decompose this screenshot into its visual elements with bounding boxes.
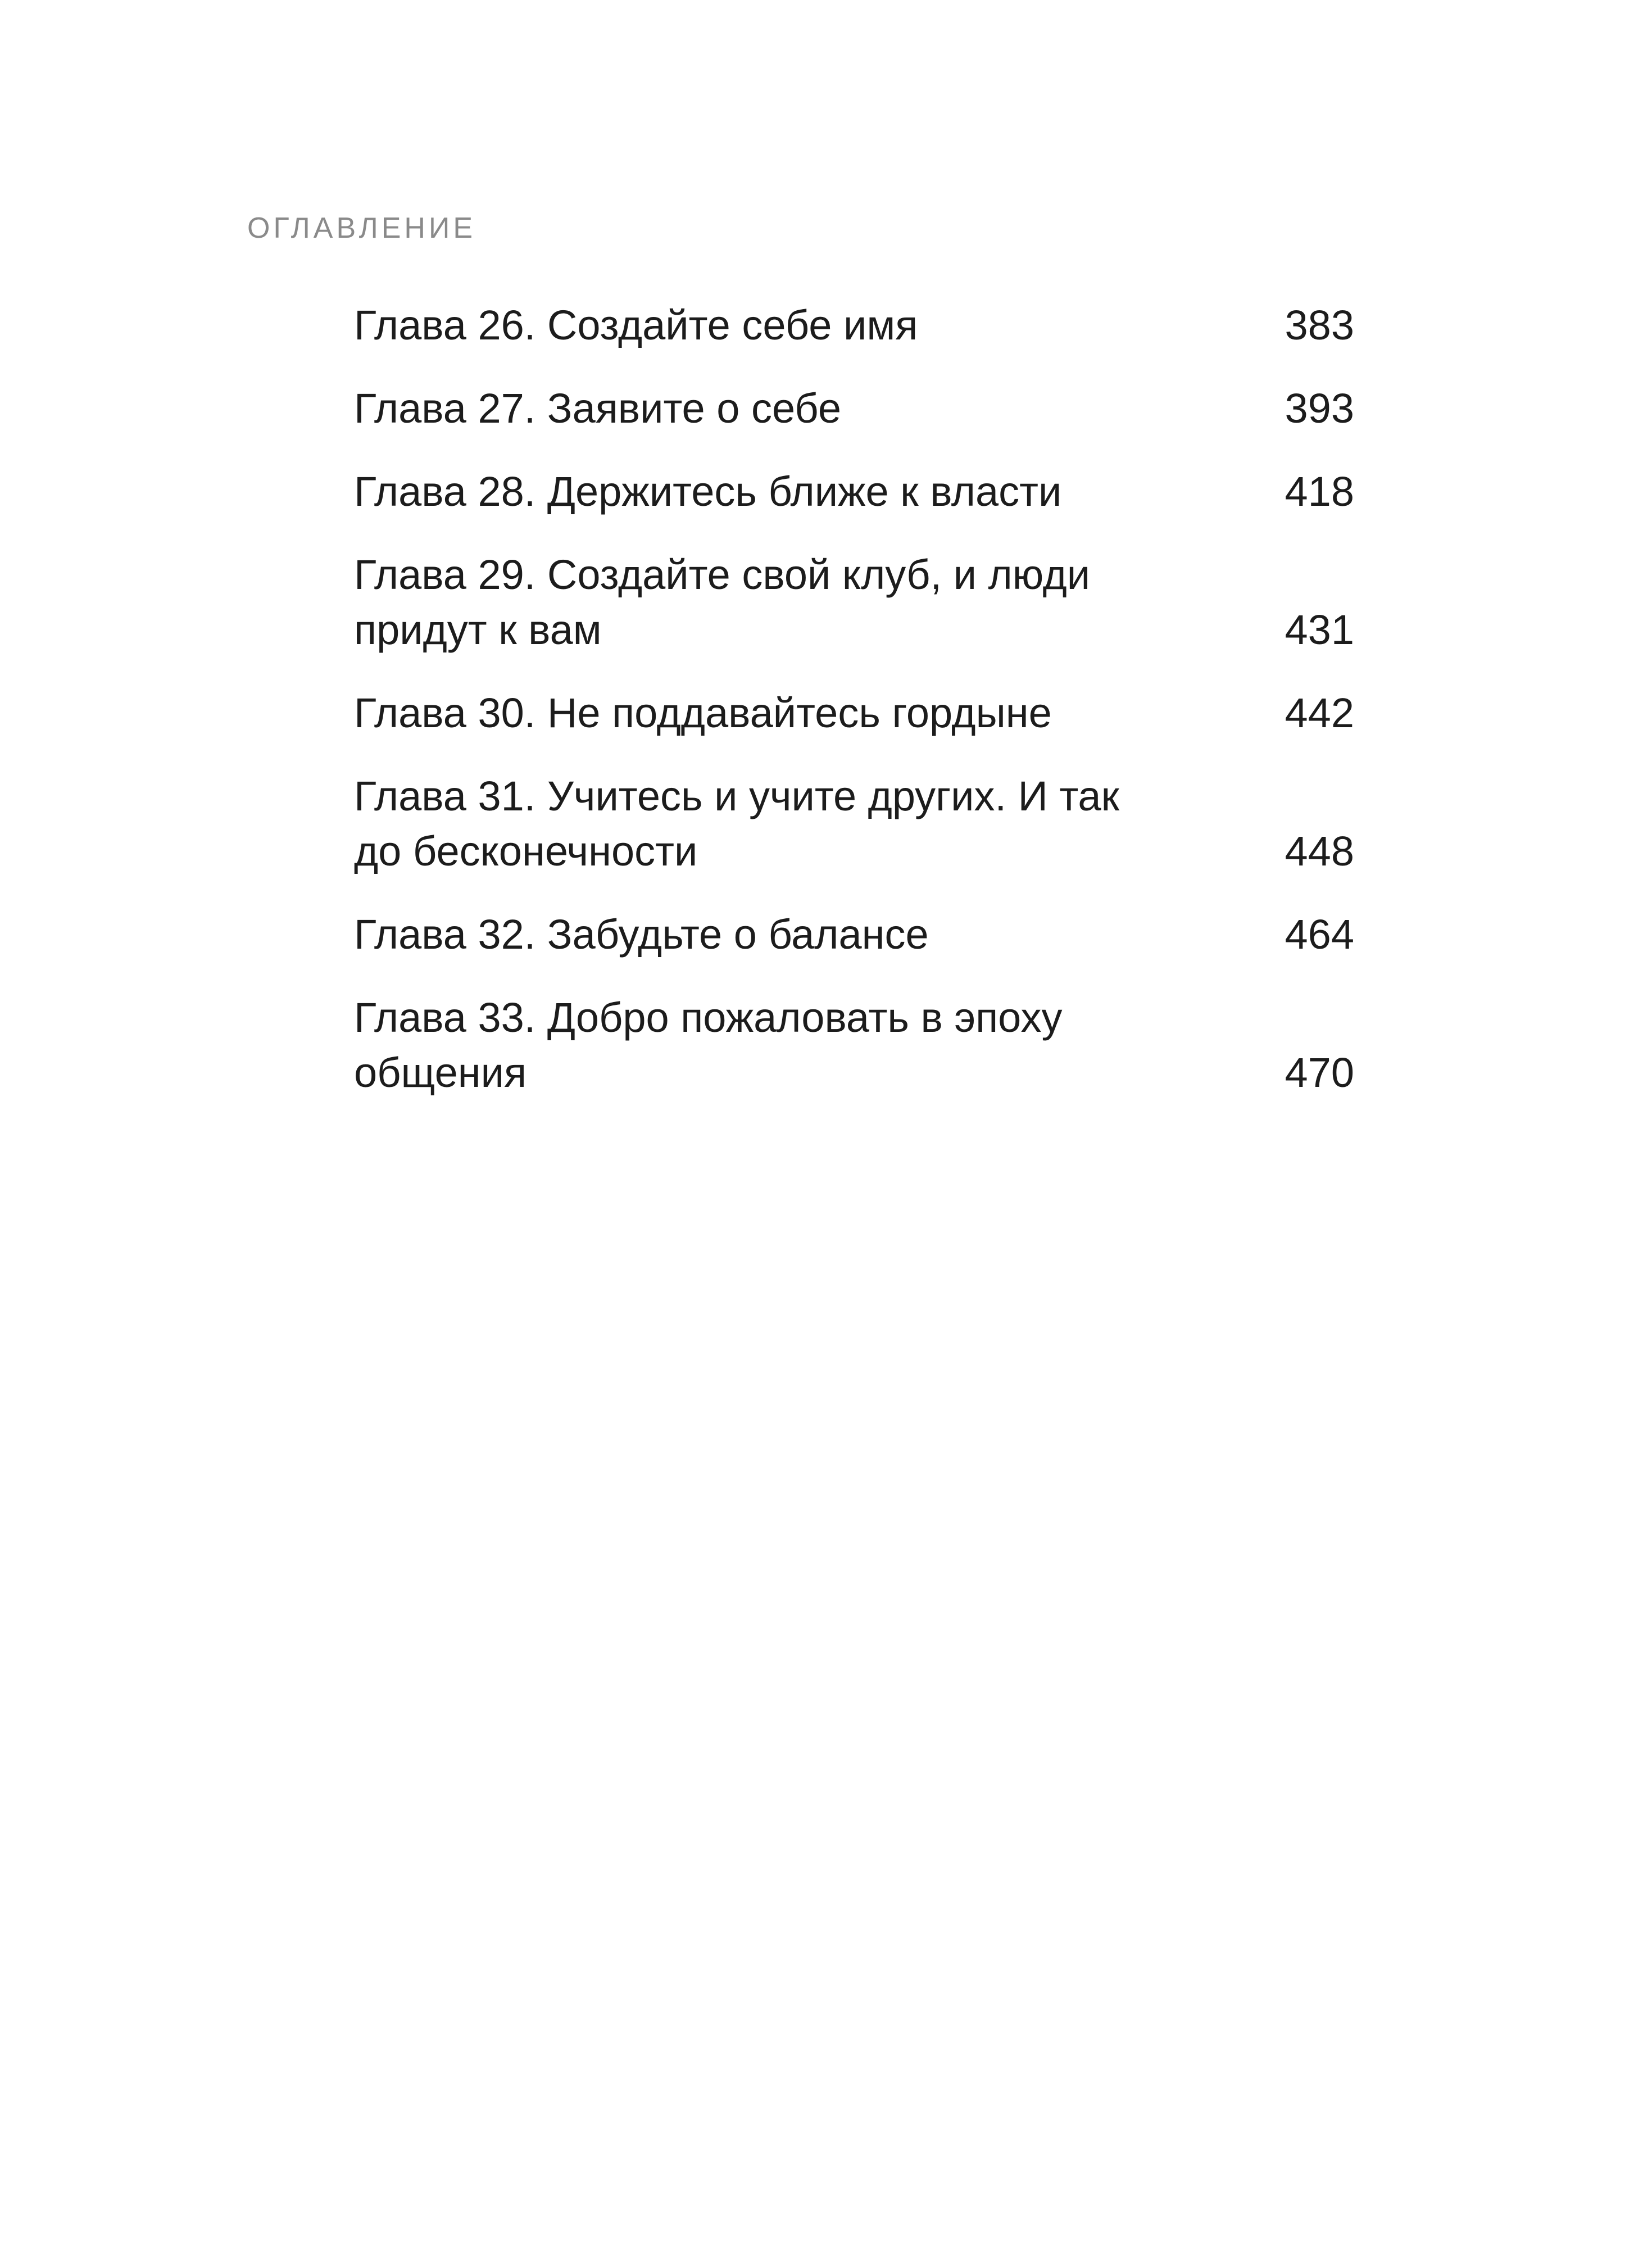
toc-entry-page: 383 — [1285, 302, 1354, 348]
toc-entry-title: Глава 32. Забудьте о балансе — [354, 911, 929, 958]
toc-entry-page: 393 — [1285, 385, 1354, 432]
toc-entry-page: 448 — [1285, 828, 1354, 874]
toc-entry-page: 418 — [1285, 468, 1354, 515]
toc-entry-title: Глава 27. Заявите о себе — [354, 385, 841, 432]
toc-entry-page: 464 — [1285, 911, 1354, 958]
toc-entry[interactable] — [354, 907, 1354, 962]
table-of-contents — [354, 298, 1354, 1128]
toc-entry[interactable] — [354, 990, 1354, 1100]
toc-entry[interactable] — [354, 686, 1354, 741]
toc-entry[interactable] — [354, 298, 1354, 353]
toc-entry-page: 470 — [1285, 1049, 1354, 1096]
toc-entry-title: Глава 26. Создайте себе имя — [354, 302, 918, 348]
toc-entry-title: Глава 29. Создайте свой клуб, и люди придут к вам — [354, 551, 1091, 653]
toc-heading: ОГЛАВЛЕНИЕ — [247, 212, 476, 244]
toc-entry[interactable] — [354, 381, 1354, 436]
toc-entry-page: 431 — [1285, 606, 1354, 653]
toc-entry-title: Глава 30. Не поддавайтесь гордыне — [354, 690, 1052, 736]
toc-entry[interactable] — [354, 769, 1354, 879]
toc-entry-title: Глава 31. Учитесь и учите других. И так до бесконечности — [354, 773, 1119, 874]
toc-entry[interactable] — [354, 547, 1354, 658]
toc-entry-title: Глава 33. Добро пожаловать в эпоху общения — [354, 994, 1063, 1096]
toc-entry-title: Глава 28. Держитесь ближе к власти — [354, 468, 1062, 515]
toc-entry-page: 442 — [1285, 690, 1354, 736]
toc-entry[interactable] — [354, 464, 1354, 519]
